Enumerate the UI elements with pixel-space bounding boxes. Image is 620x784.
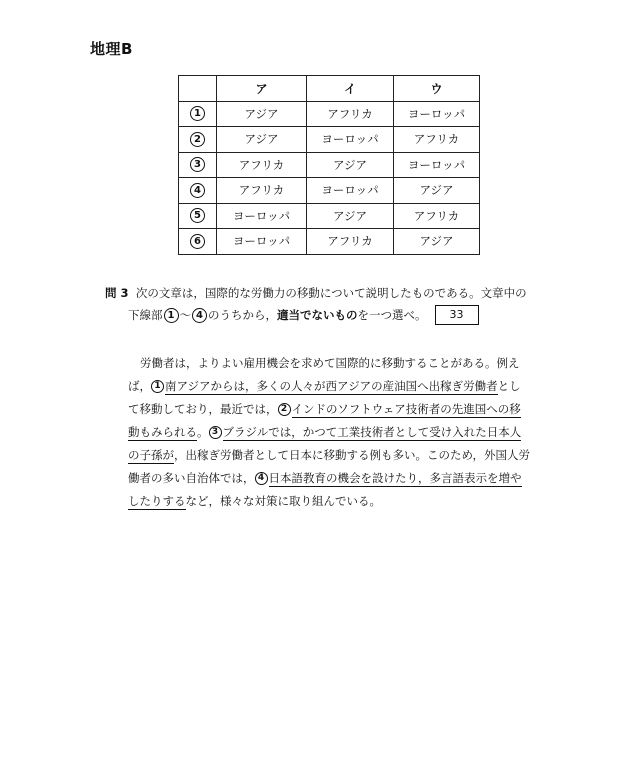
cell-a: アフリカ bbox=[217, 178, 307, 204]
underline-marker-2: 2 bbox=[278, 403, 291, 416]
cell-i: ヨーロッパ bbox=[307, 127, 394, 153]
range-tilde: 〜 bbox=[179, 308, 191, 322]
passage-text: 労働者は，よりよい雇用機会を求めて国際的に移動することがある。例え bbox=[140, 356, 520, 370]
passage-text: て移動しており，最近では， bbox=[128, 402, 278, 416]
passage-text: 働者の多い自治体では， bbox=[128, 471, 255, 485]
question-label: 問 3 bbox=[105, 286, 129, 300]
choice-number: 5 bbox=[190, 208, 205, 223]
cell-u: アフリカ bbox=[394, 127, 480, 153]
cell-u: アジア bbox=[394, 229, 480, 255]
passage-text: 。 bbox=[197, 425, 209, 439]
choice-number-cell bbox=[179, 127, 217, 153]
cell-a: ヨーロッパ bbox=[217, 229, 307, 255]
choice-number: 3 bbox=[190, 157, 205, 172]
question-emphasis: 適当でないもの bbox=[277, 308, 358, 322]
answer-choices-table bbox=[178, 75, 480, 255]
question-instruction bbox=[128, 304, 479, 326]
cell-u: ヨーロッパ bbox=[394, 152, 480, 178]
question-text-suffix: を一つ選べ。 bbox=[357, 308, 427, 322]
cell-a: アフリカ bbox=[217, 152, 307, 178]
passage-text: ば， bbox=[128, 379, 151, 393]
question-heading bbox=[105, 282, 527, 304]
passage-line bbox=[128, 375, 560, 398]
choice-number-cell bbox=[179, 101, 217, 127]
range-start-number: 1 bbox=[164, 308, 179, 323]
underlined-text-4: 日本語教育の機会を設けたり，多言語表示を増や bbox=[268, 471, 522, 485]
passage-line bbox=[128, 398, 560, 421]
header-u: ウ bbox=[394, 76, 480, 102]
choice-number-cell bbox=[179, 203, 217, 229]
range-end-number: 4 bbox=[192, 308, 207, 323]
underline-marker-4: 4 bbox=[255, 472, 268, 485]
cell-u: アフリカ bbox=[394, 203, 480, 229]
question-text-mid: のうちから， bbox=[208, 308, 277, 322]
header-i: イ bbox=[307, 76, 394, 102]
choice-number-cell bbox=[179, 152, 217, 178]
header-a: ア bbox=[217, 76, 307, 102]
table-row bbox=[179, 152, 480, 178]
cell-i: アジア bbox=[307, 203, 394, 229]
passage-text: ，出稼ぎ労働者として日本に移動する例も多い。このため，外国人労 bbox=[174, 448, 531, 462]
passage-line bbox=[128, 352, 560, 375]
table-header-row bbox=[179, 76, 480, 102]
question-text-prefix: 下線部 bbox=[128, 308, 163, 322]
table-row bbox=[179, 101, 480, 127]
underlined-text-1: 南アジアからは，多くの人々が西アジアの産油国へ出稼ぎ労働者 bbox=[165, 379, 498, 393]
cell-i: アフリカ bbox=[307, 101, 394, 127]
underlined-text-2: 動もみられる bbox=[128, 425, 197, 439]
choice-number: 4 bbox=[190, 183, 205, 198]
cell-u: ヨーロッパ bbox=[394, 101, 480, 127]
underlined-text-3: の子孫が bbox=[128, 448, 174, 462]
underlined-text-2: インドのソフトウェア技術者の先進国への移 bbox=[291, 402, 521, 416]
passage-text: とし bbox=[497, 379, 521, 393]
header-corner bbox=[179, 76, 217, 102]
passage-line bbox=[128, 467, 560, 490]
table-row bbox=[179, 229, 480, 255]
underline-marker-1: 1 bbox=[151, 380, 164, 393]
table-row bbox=[179, 178, 480, 204]
choice-number: 1 bbox=[190, 106, 205, 121]
cell-a: ヨーロッパ bbox=[217, 203, 307, 229]
underlined-text-3: ブラジルでは，かつて工業技術者として受け入れた日本人 bbox=[222, 425, 522, 439]
cell-a: アジア bbox=[217, 127, 307, 153]
cell-i: アジア bbox=[307, 152, 394, 178]
choice-number: 6 bbox=[190, 234, 205, 249]
passage-line bbox=[128, 444, 560, 467]
choice-number: 2 bbox=[190, 132, 205, 147]
passage-line bbox=[128, 421, 560, 444]
question-text-line1: 次の文章は，国際的な労働力の移動について説明したものである。文章中の bbox=[135, 286, 527, 300]
cell-a: アジア bbox=[217, 101, 307, 127]
subject-title: 地理B bbox=[90, 40, 133, 58]
choice-number-cell bbox=[179, 178, 217, 204]
underlined-text-4: したりする bbox=[128, 494, 186, 508]
table-row bbox=[179, 127, 480, 153]
answer-number-box: 33 bbox=[435, 305, 479, 325]
cell-i: ヨーロッパ bbox=[307, 178, 394, 204]
passage-line bbox=[128, 490, 560, 513]
passage-text: など，様々な対策に取り組んでいる。 bbox=[185, 494, 381, 508]
passage bbox=[128, 352, 560, 513]
cell-u: アジア bbox=[394, 178, 480, 204]
table-row bbox=[179, 203, 480, 229]
cell-i: アフリカ bbox=[307, 229, 394, 255]
choice-number-cell bbox=[179, 229, 217, 255]
underline-marker-3: 3 bbox=[209, 426, 222, 439]
